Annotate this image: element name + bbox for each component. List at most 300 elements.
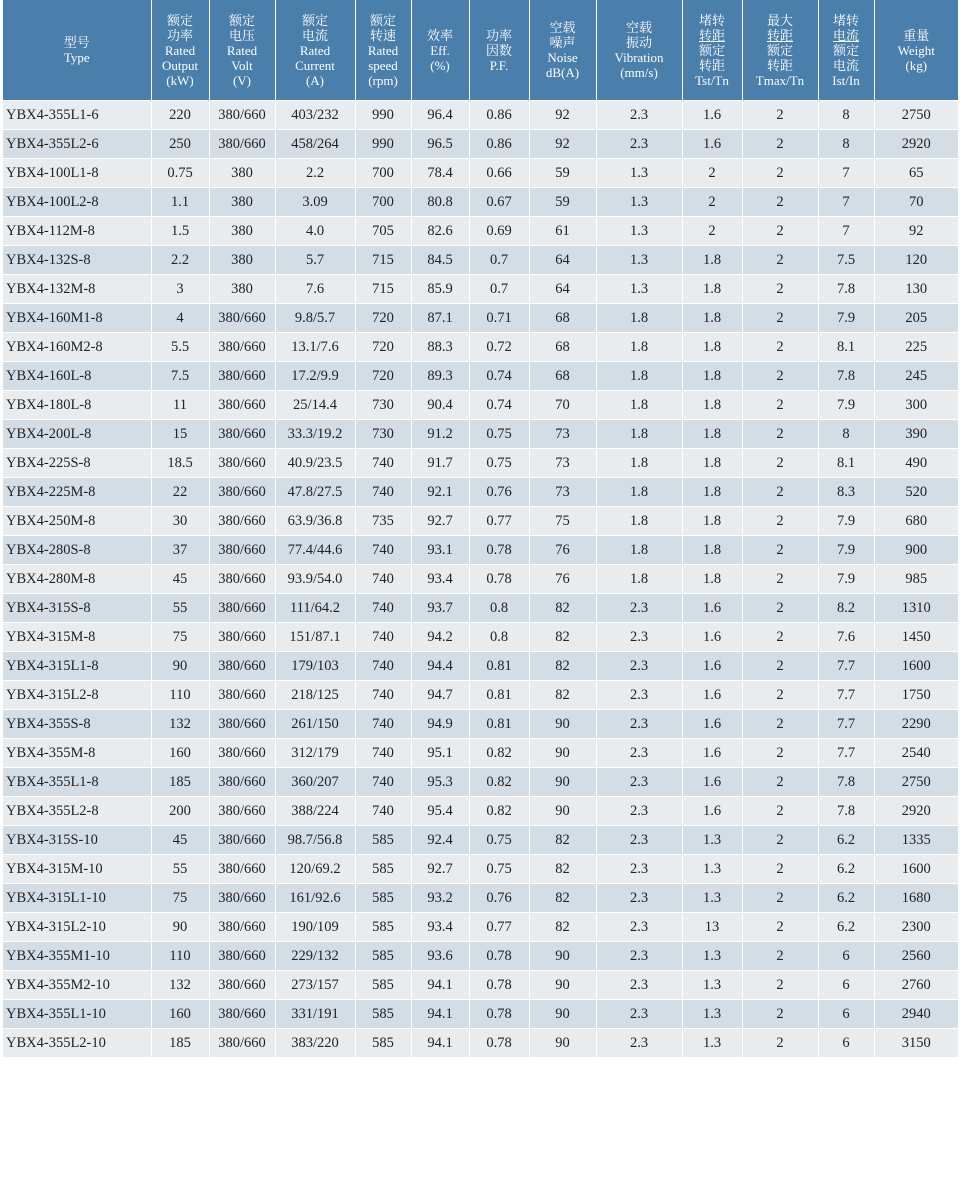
cell-eff: 93.7 [411, 594, 469, 623]
cell-noise: 92 [529, 101, 596, 130]
cell-tst-tn: 1.8 [682, 275, 742, 304]
cell-pf: 0.67 [469, 188, 529, 217]
cell-tst-tn: 2 [682, 217, 742, 246]
cell-tmax-tn: 2 [742, 246, 818, 275]
cell-output: 220 [151, 101, 209, 130]
cell-eff: 91.7 [411, 449, 469, 478]
cell-weight: 2290 [874, 710, 958, 739]
cell-ist-in: 8 [818, 101, 874, 130]
cell-ist-in: 7.7 [818, 710, 874, 739]
cell-current: 312/179 [275, 739, 355, 768]
cell-vibration: 1.3 [596, 246, 682, 275]
cell-output: 22 [151, 478, 209, 507]
cell-type: YBX4-225S-8 [3, 449, 151, 478]
cell-current: 229/132 [275, 942, 355, 971]
cell-speed: 740 [355, 449, 411, 478]
cell-vibration: 1.8 [596, 333, 682, 362]
cell-tmax-tn: 2 [742, 449, 818, 478]
cell-volt: 380/660 [209, 420, 275, 449]
cell-current: 3.09 [275, 188, 355, 217]
table-row [3, 304, 958, 333]
cell-weight: 1600 [874, 855, 958, 884]
cell-speed: 990 [355, 101, 411, 130]
cell-pf: 0.86 [469, 101, 529, 130]
cell-speed: 740 [355, 710, 411, 739]
cell-weight: 1335 [874, 826, 958, 855]
table-row [3, 855, 958, 884]
cell-output: 250 [151, 130, 209, 159]
cell-weight: 1450 [874, 623, 958, 652]
cell-pf: 0.78 [469, 971, 529, 1000]
cell-output: 75 [151, 884, 209, 913]
cell-ist-in: 8.2 [818, 594, 874, 623]
cell-pf: 0.75 [469, 855, 529, 884]
cell-current: 2.2 [275, 159, 355, 188]
table-row [3, 420, 958, 449]
cell-eff: 93.4 [411, 913, 469, 942]
col-header-noise: 空载 噪声 Noise dB(A) [529, 0, 596, 101]
table-row [3, 362, 958, 391]
cell-type: YBX4-355M2-10 [3, 971, 151, 1000]
cell-weight: 900 [874, 536, 958, 565]
cell-speed: 585 [355, 942, 411, 971]
cell-output: 90 [151, 652, 209, 681]
cell-pf: 0.76 [469, 884, 529, 913]
cell-speed: 585 [355, 826, 411, 855]
cell-eff: 93.4 [411, 565, 469, 594]
cell-current: 33.3/19.2 [275, 420, 355, 449]
cell-ist-in: 6 [818, 971, 874, 1000]
cell-eff: 94.2 [411, 623, 469, 652]
cell-noise: 76 [529, 565, 596, 594]
cell-weight: 2560 [874, 942, 958, 971]
cell-noise: 68 [529, 333, 596, 362]
table-row [3, 333, 958, 362]
cell-pf: 0.74 [469, 391, 529, 420]
cell-eff: 93.1 [411, 536, 469, 565]
cell-pf: 0.75 [469, 420, 529, 449]
cell-weight: 490 [874, 449, 958, 478]
cell-weight: 92 [874, 217, 958, 246]
header-row [3, 0, 958, 101]
cell-output: 3 [151, 275, 209, 304]
cell-tst-tn: 1.3 [682, 884, 742, 913]
cell-pf: 0.78 [469, 1000, 529, 1029]
cell-type: YBX4-225M-8 [3, 478, 151, 507]
cell-tmax-tn: 2 [742, 536, 818, 565]
cell-eff: 92.7 [411, 855, 469, 884]
cell-pf: 0.75 [469, 826, 529, 855]
cell-pf: 0.78 [469, 565, 529, 594]
cell-weight: 2920 [874, 130, 958, 159]
cell-tst-tn: 1.6 [682, 130, 742, 159]
cell-tmax-tn: 2 [742, 739, 818, 768]
cell-volt: 380/660 [209, 478, 275, 507]
cell-ist-in: 7.9 [818, 565, 874, 594]
cell-pf: 0.82 [469, 797, 529, 826]
cell-vibration: 2.3 [596, 884, 682, 913]
cell-pf: 0.82 [469, 739, 529, 768]
cell-noise: 64 [529, 275, 596, 304]
cell-noise: 68 [529, 362, 596, 391]
cell-tst-tn: 1.8 [682, 478, 742, 507]
table-row [3, 623, 958, 652]
cell-current: 25/14.4 [275, 391, 355, 420]
cell-current: 7.6 [275, 275, 355, 304]
cell-speed: 585 [355, 971, 411, 1000]
cell-ist-in: 6.2 [818, 884, 874, 913]
col-header-power-factor: 功率 因数 P.F. [469, 0, 529, 101]
cell-volt: 380/660 [209, 710, 275, 739]
cell-tst-tn: 1.6 [682, 710, 742, 739]
cell-current: 151/87.1 [275, 623, 355, 652]
cell-pf: 0.69 [469, 217, 529, 246]
cell-tst-tn: 1.3 [682, 971, 742, 1000]
cell-type: YBX4-315L1-8 [3, 652, 151, 681]
cell-ist-in: 7 [818, 159, 874, 188]
cell-eff: 87.1 [411, 304, 469, 333]
cell-weight: 2300 [874, 913, 958, 942]
cell-pf: 0.78 [469, 1029, 529, 1058]
cell-eff: 92.1 [411, 478, 469, 507]
cell-speed: 740 [355, 478, 411, 507]
cell-output: 200 [151, 797, 209, 826]
cell-weight: 1600 [874, 652, 958, 681]
cell-volt: 380/660 [209, 826, 275, 855]
cell-current: 403/232 [275, 101, 355, 130]
table-row [3, 884, 958, 913]
cell-ist-in: 7.7 [818, 681, 874, 710]
table-row [3, 130, 958, 159]
cell-volt: 380/660 [209, 855, 275, 884]
cell-vibration: 2.3 [596, 710, 682, 739]
cell-tmax-tn: 2 [742, 507, 818, 536]
cell-current: 13.1/7.6 [275, 333, 355, 362]
cell-vibration: 1.8 [596, 536, 682, 565]
cell-volt: 380/660 [209, 507, 275, 536]
cell-tmax-tn: 2 [742, 913, 818, 942]
table-row [3, 942, 958, 971]
cell-volt: 380/660 [209, 333, 275, 362]
cell-tmax-tn: 2 [742, 797, 818, 826]
cell-tst-tn: 1.3 [682, 826, 742, 855]
cell-type: YBX4-355L2-6 [3, 130, 151, 159]
cell-ist-in: 6.2 [818, 913, 874, 942]
cell-weight: 130 [874, 275, 958, 304]
cell-current: 17.2/9.9 [275, 362, 355, 391]
cell-tst-tn: 1.6 [682, 652, 742, 681]
cell-volt: 380/660 [209, 652, 275, 681]
cell-volt: 380/660 [209, 362, 275, 391]
cell-speed: 735 [355, 507, 411, 536]
col-header-vibration: 空载 振动 Vibration (mm/s) [596, 0, 682, 101]
cell-current: 4.0 [275, 217, 355, 246]
cell-tst-tn: 1.8 [682, 507, 742, 536]
cell-eff: 95.4 [411, 797, 469, 826]
cell-pf: 0.7 [469, 246, 529, 275]
cell-noise: 75 [529, 507, 596, 536]
cell-noise: 82 [529, 681, 596, 710]
cell-speed: 730 [355, 420, 411, 449]
table-row [3, 971, 958, 1000]
cell-tst-tn: 1.8 [682, 536, 742, 565]
cell-eff: 85.9 [411, 275, 469, 304]
cell-noise: 90 [529, 1000, 596, 1029]
cell-volt: 380/660 [209, 536, 275, 565]
cell-tst-tn: 1.3 [682, 1000, 742, 1029]
cell-eff: 94.1 [411, 1029, 469, 1058]
cell-current: 120/69.2 [275, 855, 355, 884]
cell-pf: 0.78 [469, 942, 529, 971]
cell-pf: 0.77 [469, 507, 529, 536]
cell-weight: 680 [874, 507, 958, 536]
cell-vibration: 2.3 [596, 826, 682, 855]
cell-weight: 120 [874, 246, 958, 275]
cell-vibration: 2.3 [596, 971, 682, 1000]
cell-speed: 585 [355, 913, 411, 942]
cell-type: YBX4-355L1-8 [3, 768, 151, 797]
table-row [3, 188, 958, 217]
cell-noise: 82 [529, 623, 596, 652]
col-header-locked-current-ratio: 堵转 电流 额定 电流 Ist/In [818, 0, 874, 101]
cell-tst-tn: 1.8 [682, 304, 742, 333]
cell-output: 5.5 [151, 333, 209, 362]
cell-ist-in: 7.7 [818, 739, 874, 768]
cell-output: 2.2 [151, 246, 209, 275]
cell-volt: 380/660 [209, 1029, 275, 1058]
cell-current: 40.9/23.5 [275, 449, 355, 478]
cell-output: 0.75 [151, 159, 209, 188]
cell-speed: 705 [355, 217, 411, 246]
col-header-rated-speed: 额定 转速 Rated speed (rpm) [355, 0, 411, 101]
cell-speed: 720 [355, 304, 411, 333]
cell-pf: 0.74 [469, 362, 529, 391]
cell-type: YBX4-160M1-8 [3, 304, 151, 333]
cell-pf: 0.8 [469, 623, 529, 652]
cell-current: 190/109 [275, 913, 355, 942]
cell-ist-in: 6.2 [818, 826, 874, 855]
cell-tmax-tn: 2 [742, 710, 818, 739]
cell-tmax-tn: 2 [742, 188, 818, 217]
cell-weight: 2760 [874, 971, 958, 1000]
cell-weight: 225 [874, 333, 958, 362]
cell-volt: 380/660 [209, 449, 275, 478]
cell-type: YBX4-250M-8 [3, 507, 151, 536]
cell-tst-tn: 1.6 [682, 739, 742, 768]
col-header-rated-output: 额定 功率 Rated Output (kW) [151, 0, 209, 101]
cell-output: 185 [151, 768, 209, 797]
cell-speed: 740 [355, 652, 411, 681]
cell-volt: 380 [209, 188, 275, 217]
cell-eff: 92.7 [411, 507, 469, 536]
cell-noise: 90 [529, 942, 596, 971]
cell-type: YBX4-315S-8 [3, 594, 151, 623]
cell-type: YBX4-160M2-8 [3, 333, 151, 362]
cell-current: 9.8/5.7 [275, 304, 355, 333]
table-row [3, 391, 958, 420]
cell-eff: 96.4 [411, 101, 469, 130]
cell-speed: 740 [355, 594, 411, 623]
cell-vibration: 2.3 [596, 942, 682, 971]
cell-output: 45 [151, 565, 209, 594]
col-header-rated-volt: 额定 电压 Rated Volt (V) [209, 0, 275, 101]
cell-tst-tn: 1.3 [682, 855, 742, 884]
cell-weight: 1750 [874, 681, 958, 710]
cell-ist-in: 7 [818, 217, 874, 246]
cell-volt: 380/660 [209, 391, 275, 420]
table-row [3, 739, 958, 768]
cell-vibration: 2.3 [596, 1029, 682, 1058]
cell-type: YBX4-315L2-8 [3, 681, 151, 710]
cell-speed: 740 [355, 797, 411, 826]
cell-pf: 0.81 [469, 681, 529, 710]
cell-pf: 0.75 [469, 449, 529, 478]
cell-pf: 0.81 [469, 652, 529, 681]
cell-noise: 73 [529, 449, 596, 478]
cell-eff: 92.4 [411, 826, 469, 855]
cell-output: 4 [151, 304, 209, 333]
cell-output: 75 [151, 623, 209, 652]
cell-eff: 93.6 [411, 942, 469, 971]
cell-tmax-tn: 2 [742, 855, 818, 884]
cell-output: 1.5 [151, 217, 209, 246]
table-row [3, 681, 958, 710]
cell-vibration: 2.3 [596, 797, 682, 826]
cell-vibration: 2.3 [596, 101, 682, 130]
table-row [3, 1000, 958, 1029]
cell-ist-in: 7.8 [818, 362, 874, 391]
cell-noise: 64 [529, 246, 596, 275]
cell-eff: 94.1 [411, 1000, 469, 1029]
cell-tmax-tn: 2 [742, 420, 818, 449]
cell-volt: 380/660 [209, 130, 275, 159]
table-row [3, 594, 958, 623]
cell-noise: 73 [529, 420, 596, 449]
cell-volt: 380/660 [209, 304, 275, 333]
cell-tmax-tn: 2 [742, 768, 818, 797]
cell-vibration: 2.3 [596, 768, 682, 797]
col-header-locked-torque-ratio: 堵转 转距 额定 转距 Tst/Tn [682, 0, 742, 101]
cell-speed: 720 [355, 362, 411, 391]
col-header-rated-current: 额定 电流 Rated Current (A) [275, 0, 355, 101]
cell-noise: 90 [529, 797, 596, 826]
cell-eff: 82.6 [411, 217, 469, 246]
cell-type: YBX4-355L2-10 [3, 1029, 151, 1058]
cell-type: YBX4-180L-8 [3, 391, 151, 420]
cell-weight: 65 [874, 159, 958, 188]
cell-speed: 700 [355, 159, 411, 188]
cell-current: 47.8/27.5 [275, 478, 355, 507]
cell-noise: 82 [529, 884, 596, 913]
cell-speed: 715 [355, 246, 411, 275]
cell-weight: 2750 [874, 101, 958, 130]
cell-tmax-tn: 2 [742, 275, 818, 304]
cell-tst-tn: 1.6 [682, 623, 742, 652]
cell-weight: 1680 [874, 884, 958, 913]
table-row [3, 159, 958, 188]
cell-noise: 90 [529, 1029, 596, 1058]
cell-pf: 0.76 [469, 478, 529, 507]
cell-current: 383/220 [275, 1029, 355, 1058]
table-row [3, 826, 958, 855]
cell-output: 45 [151, 826, 209, 855]
cell-vibration: 1.8 [596, 565, 682, 594]
cell-weight: 2920 [874, 797, 958, 826]
cell-output: 30 [151, 507, 209, 536]
cell-vibration: 2.3 [596, 594, 682, 623]
col-header-efficiency: 效率 Eff. (%) [411, 0, 469, 101]
table-row [3, 217, 958, 246]
cell-volt: 380 [209, 246, 275, 275]
table-row [3, 1029, 958, 1058]
cell-type: YBX4-112M-8 [3, 217, 151, 246]
table-row [3, 536, 958, 565]
cell-ist-in: 7.9 [818, 507, 874, 536]
cell-vibration: 1.8 [596, 420, 682, 449]
cell-current: 111/64.2 [275, 594, 355, 623]
col-header-max-torque-ratio: 最大 转距 额定 转距 Tmax/Tn [742, 0, 818, 101]
cell-pf: 0.8 [469, 594, 529, 623]
cell-tst-tn: 1.6 [682, 101, 742, 130]
cell-vibration: 1.8 [596, 304, 682, 333]
cell-ist-in: 8.1 [818, 333, 874, 362]
cell-weight: 245 [874, 362, 958, 391]
cell-speed: 585 [355, 1029, 411, 1058]
cell-speed: 740 [355, 739, 411, 768]
cell-eff: 93.2 [411, 884, 469, 913]
cell-speed: 585 [355, 855, 411, 884]
cell-ist-in: 6 [818, 1000, 874, 1029]
cell-speed: 715 [355, 275, 411, 304]
cell-tmax-tn: 2 [742, 333, 818, 362]
cell-volt: 380/660 [209, 913, 275, 942]
cell-noise: 82 [529, 652, 596, 681]
cell-ist-in: 6.2 [818, 855, 874, 884]
cell-ist-in: 7.7 [818, 652, 874, 681]
cell-noise: 82 [529, 913, 596, 942]
table-row [3, 101, 958, 130]
cell-type: YBX4-355M1-10 [3, 942, 151, 971]
cell-ist-in: 6 [818, 1029, 874, 1058]
cell-noise: 90 [529, 710, 596, 739]
cell-output: 160 [151, 739, 209, 768]
cell-tst-tn: 2 [682, 188, 742, 217]
cell-tst-tn: 1.6 [682, 681, 742, 710]
cell-speed: 740 [355, 681, 411, 710]
cell-type: YBX4-100L2-8 [3, 188, 151, 217]
cell-current: 63.9/36.8 [275, 507, 355, 536]
cell-tmax-tn: 2 [742, 391, 818, 420]
table-row [3, 275, 958, 304]
cell-noise: 92 [529, 130, 596, 159]
cell-volt: 380/660 [209, 797, 275, 826]
cell-weight: 520 [874, 478, 958, 507]
cell-current: 179/103 [275, 652, 355, 681]
cell-tst-tn: 1.8 [682, 362, 742, 391]
cell-output: 15 [151, 420, 209, 449]
cell-weight: 70 [874, 188, 958, 217]
cell-noise: 61 [529, 217, 596, 246]
cell-output: 1.1 [151, 188, 209, 217]
cell-pf: 0.66 [469, 159, 529, 188]
cell-tst-tn: 13 [682, 913, 742, 942]
cell-ist-in: 7.8 [818, 768, 874, 797]
cell-weight: 1310 [874, 594, 958, 623]
cell-tmax-tn: 2 [742, 362, 818, 391]
cell-eff: 94.7 [411, 681, 469, 710]
cell-output: 185 [151, 1029, 209, 1058]
col-header-type: 型号 Type [3, 0, 151, 101]
